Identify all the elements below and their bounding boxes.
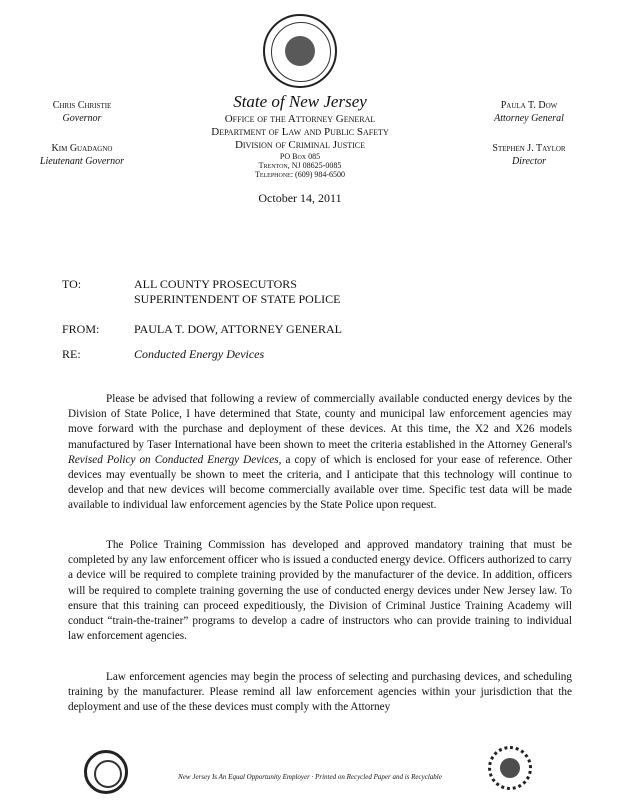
to-line-1: ALL COUNTY PROSECUTORS: [134, 277, 297, 291]
ag-name: Paula T. Dow: [500, 100, 558, 111]
re-label: RE:: [62, 347, 81, 361]
governor-name: Chris Christie: [52, 100, 112, 111]
state-seal-logo: [263, 14, 337, 88]
lt-governor-title: Lieutenant Governor: [39, 156, 125, 167]
p1-text-a: Please be advised that following a review of commercially available conducted energy devices by the Division of State Police, I have determined that State, county and municipal law enforcement agencies may move forward with the purchase and deployment of these devices. At this time, the X2 and X26 models manufactured by Taser International have been shown to meet the criteria established in the Attorney General's: [68, 393, 572, 451]
city-address: Trenton, NJ 08625-0085: [258, 161, 342, 170]
footer-scales-logo: [84, 750, 128, 794]
footer-badge-logo: [488, 746, 532, 790]
department-name: Department of Law and Public Safety: [211, 126, 389, 138]
policy-title: Revised Policy on Conducted Energy Devices: [68, 453, 279, 466]
to-label: TO:: [62, 277, 82, 291]
re-subject: Conducted Energy Devices: [134, 347, 265, 361]
director-name: Stephen J. Taylor: [492, 143, 566, 154]
governor-title: Governor: [62, 113, 102, 124]
state-title: State of New Jersey: [233, 92, 367, 111]
director-title: Director: [511, 156, 547, 167]
lt-governor-name: Kim Guadagno: [51, 143, 113, 154]
ag-title: Attorney General: [494, 113, 564, 124]
p1-text-b: , a copy of which is enclosed for your ease of reference. Other devices may eventually be shown to meet the criteria, and I anticipate that this technology will continue to develop and that new devices will become commercially available over time. Specific test data will be made available to individual law enforcement agencies by the State Police upon request.: [68, 453, 572, 512]
to-line-2: SUPERINTENDENT OF STATE POLICE: [134, 292, 341, 306]
footer-text: New Jersey Is An Equal Opportunity Employer · Printed on Recycled Paper and is Recyclable: [178, 773, 442, 781]
office-name: Office of the Attorney General: [224, 113, 376, 125]
body-paragraph-2: The Police Training Commission has developed and approved mandatory training that must be completed by any law enforcement officer who is issued a conducted energy device. Officers authorized to carry a device will be required to complete training provided by the manufacturer of the device. In addition, officers will be required to complete training governing the use of conducted energy devices under New Jersey law. To ensure that this training can proceed expeditiously, the Division of Criminal Justice Training Academy will conduct “train-the-trainer” programs to develop a cadre of instructors who can provide training to individual law enforcement agencies.: [68, 539, 572, 643]
po-box: PO Box 085: [279, 152, 321, 161]
body-paragraph-3: Law enforcement agencies may begin the process of selecting and purchasing devices, and scheduling training by the manufacturer. Please remind all law enforcement agencies within your jurisdiction that the deployment and use of the these devices must comply with the Attorney: [68, 671, 572, 714]
from-label: FROM:: [62, 322, 100, 336]
letter-date: October 14, 2011: [258, 191, 342, 205]
body-paragraph-1: [68, 392, 572, 514]
from-value: PAULA T. DOW, ATTORNEY GENERAL: [134, 322, 343, 336]
division-name: Division of Criminal Justice: [234, 139, 366, 151]
telephone: Telephone: (609) 984-6500: [254, 170, 346, 179]
